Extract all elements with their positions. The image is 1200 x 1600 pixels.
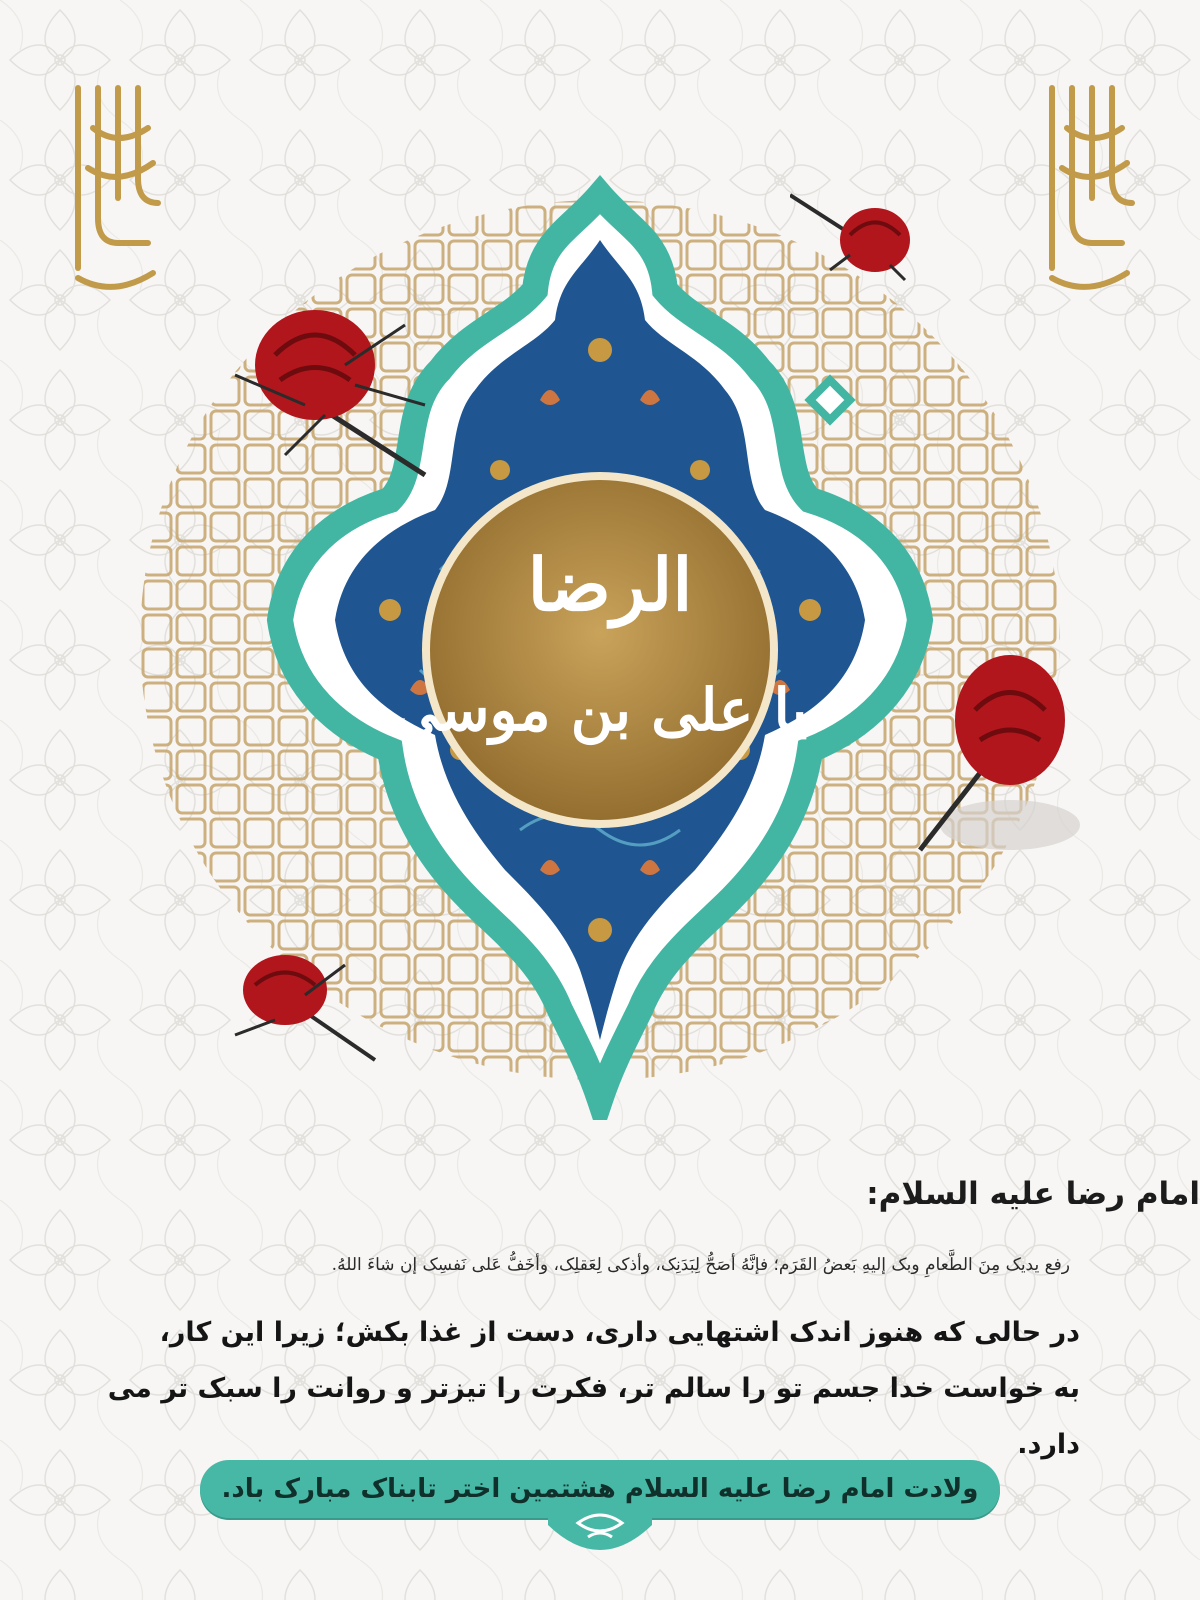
medallion-calligraphy-line1: الرضا bbox=[527, 542, 693, 627]
hadith-translation bbox=[60, 1305, 1080, 1473]
rose-top-right bbox=[790, 185, 920, 285]
translation-line-2: به خواست خدا جسم تو را سالم تر، فکرت را تیزتر و روانت را سبک تر می دارد. bbox=[107, 1373, 1080, 1460]
corner-calligraphy-left-text: السلام علیه الرضا bbox=[113, 296, 121, 297]
hadith-arabic-text: رفع یدیک مِنَ الطَّعامِ وبک إلیهِ بَعضُ القَرَم؛ فإنَّهُ أصَحُّ لِبَدَنِک، وأذکی لِعَقلِک، وأخَفُّ عَلی نَفسِک إن شاءَ اللهُ. bbox=[331, 1255, 1070, 1275]
translation-line-1: در حالی که هنوز اندک اشتهایی داری، دست از غذا بکش؛ زیرا این کار، bbox=[159, 1317, 1080, 1348]
rose-bottom-left bbox=[225, 945, 385, 1065]
medallion-calligraphy-line2: یا علی بن موسی bbox=[392, 676, 808, 744]
greeting-banner-text: ولادت امام رضا علیه السلام هشتمین اختر تابناک مبارک باد. bbox=[221, 1474, 979, 1504]
banner-ornament bbox=[548, 1505, 652, 1567]
rose-mid-right bbox=[900, 650, 1090, 870]
corner-calligraphy-right-text: السلام علیه الرضا bbox=[1087, 296, 1095, 297]
rose-top-left bbox=[225, 295, 445, 485]
quote-heading: امام رضا علیه السلام: bbox=[866, 1176, 1200, 1212]
